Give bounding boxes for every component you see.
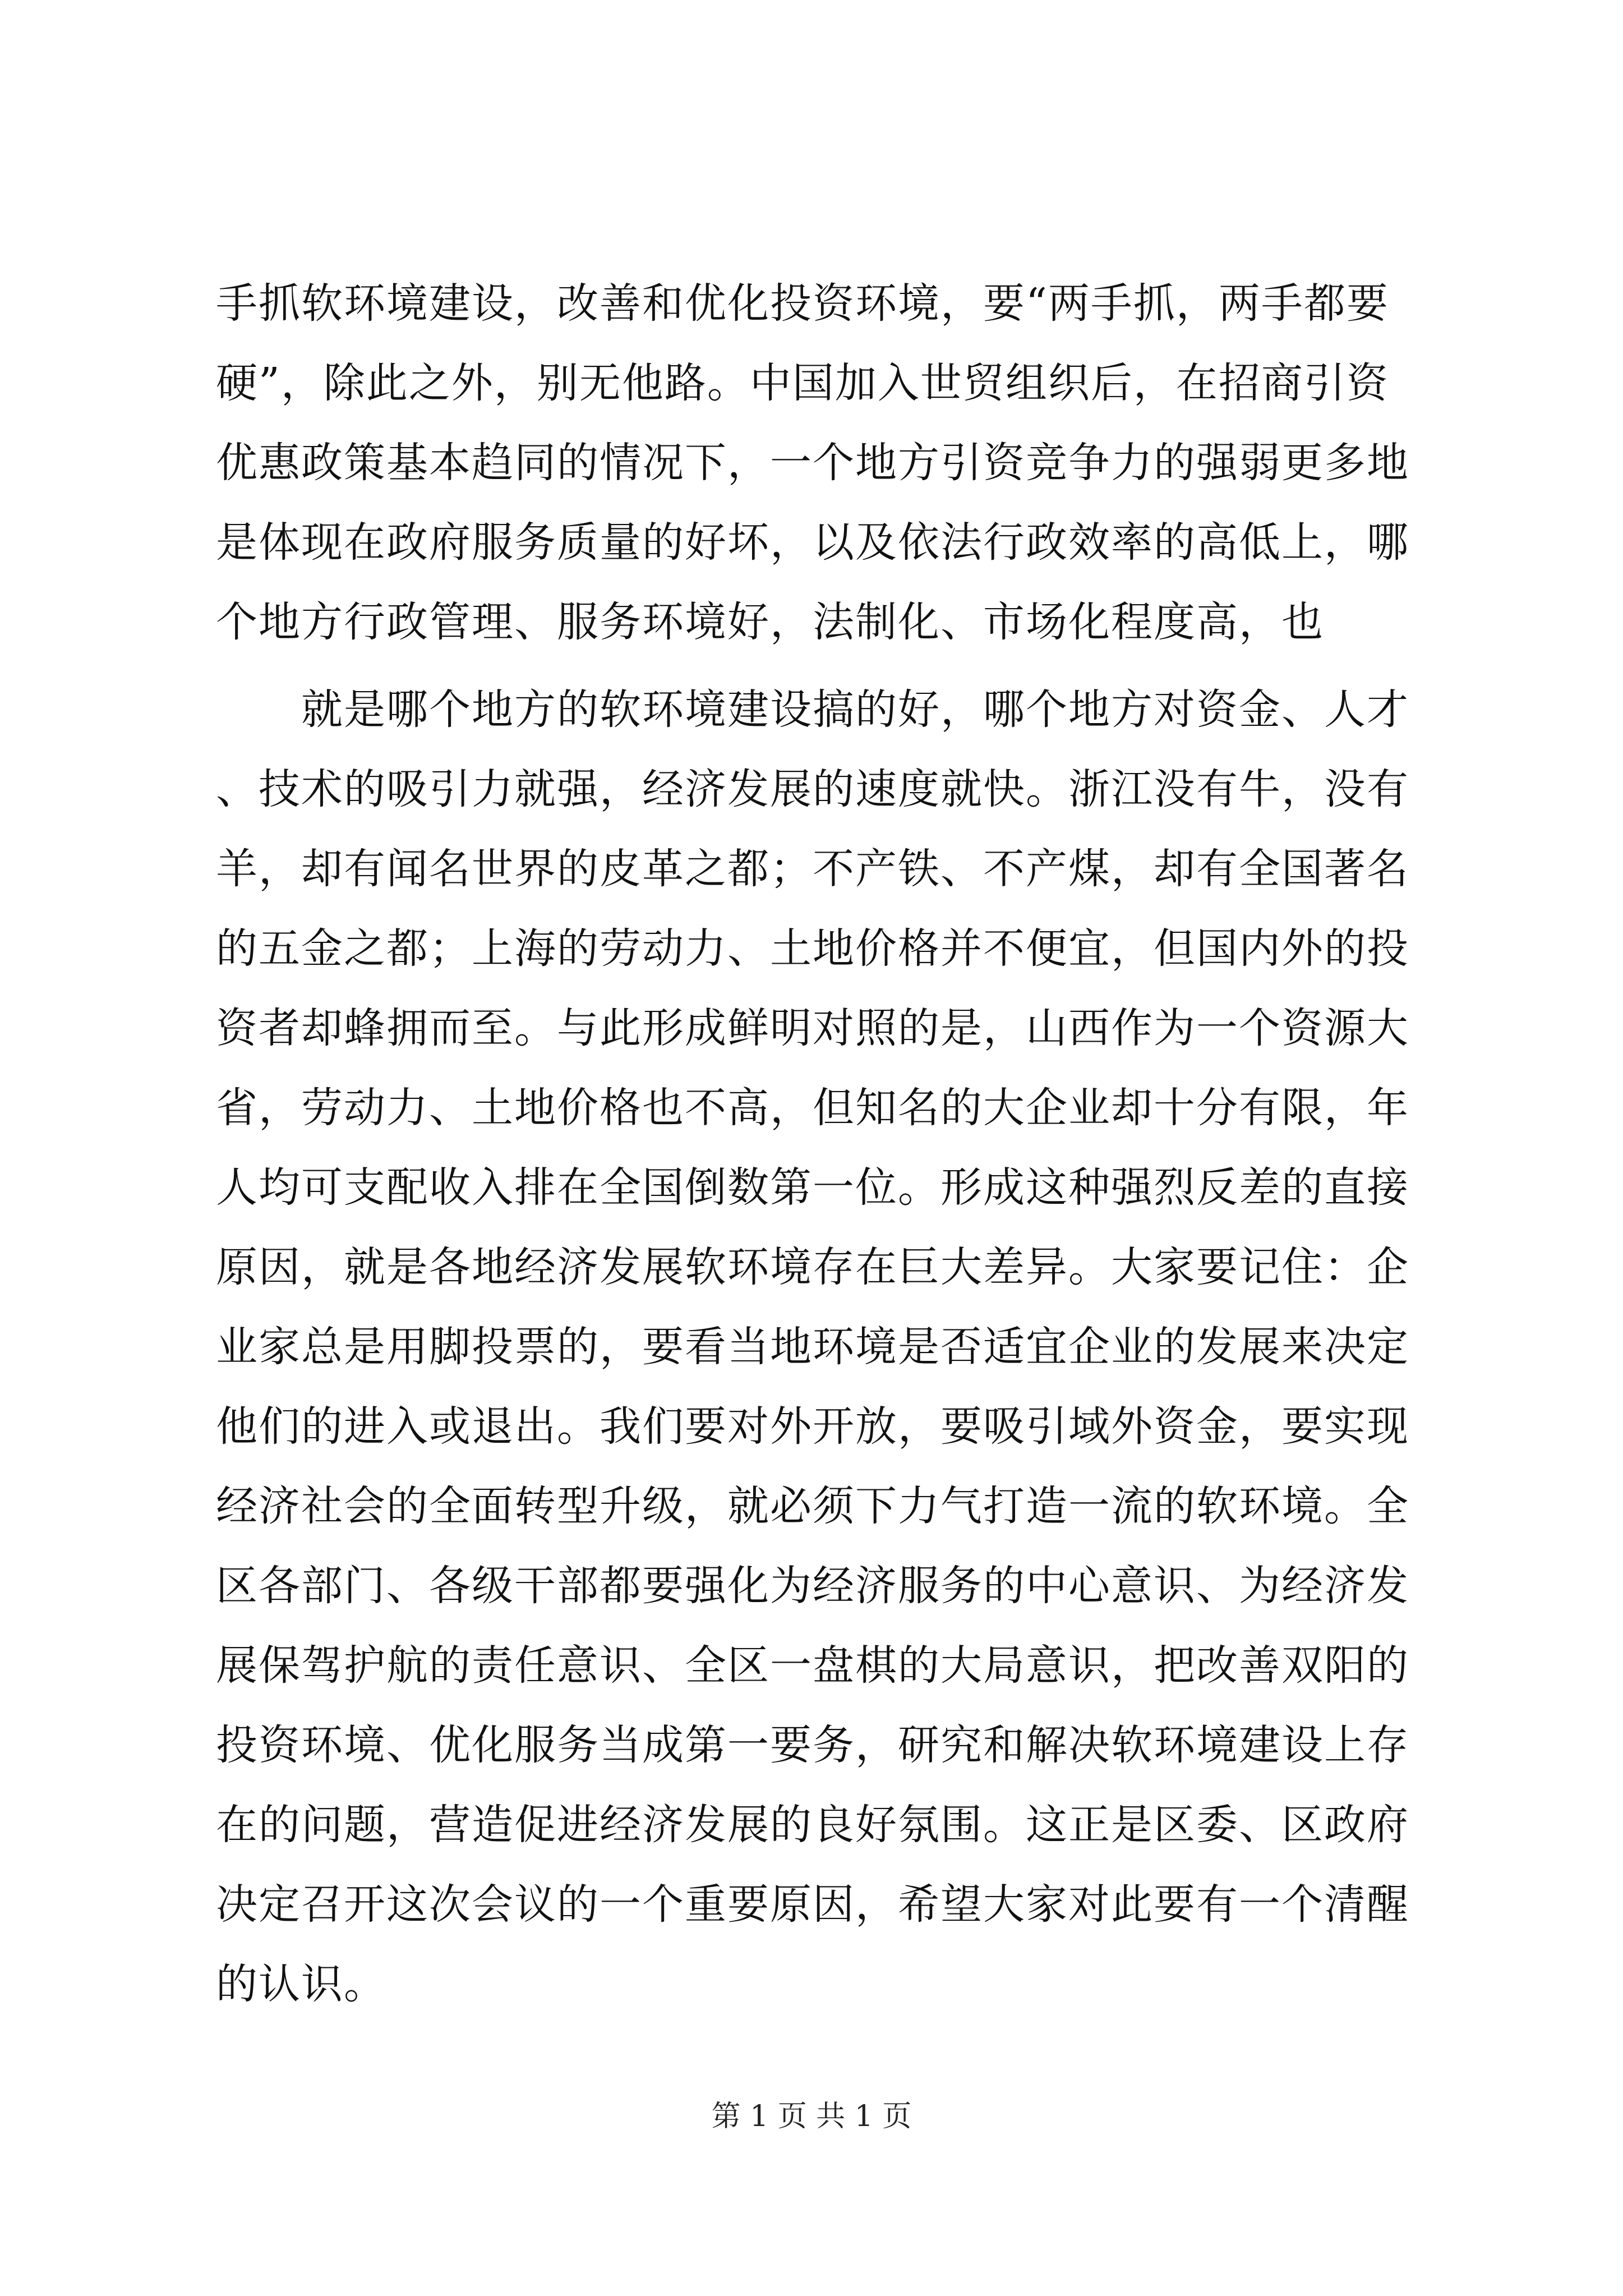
document-body [216, 264, 1427, 2024]
page-number-label: 第 1 页 共 1 页 [711, 2100, 912, 2133]
paragraph-1: 手抓软环境建设，改善和优化投资环境，要“两手抓，两手都要硬”，除此之外，别无他路。中国加入世贸组织后，在招商引资优惠政策基本趋同的情况下，一个地方引资竞争力的强弱更多地是体现在政府服务质量的好坏，以及依法行政效率的高低上，哪个地方行政管理、服务环境好，法制化、市场化程度高，也 [216, 279, 1409, 646]
paragraph-2: 就是哪个地方的软环境建设搞的好，哪个地方对资金、人才、技术的吸引力就强，经济发展的速度就快。浙江没有牛，没有羊，却有闻名世界的皮革之都；不产铁、不产煤，却有全国著名的五金之都；上海的劳动力、土地价格并不便宜，但国内外的投资者却蜂拥而至。与此形成鲜明对照的是，山西作为一个资源大省，劳动力、土地价格也不高，但知名的大企业却十分有限，年人均可支配收入排在全国倒数第一位。形成这种强烈反差的直接原因，就是各地经济发展软环境存在巨大差异。大家要记住：企业家总是用脚投票的，要看当地环境是否适宜企业的发展来决定他们的进入或退出。我们要对外开放，要吸引域外资金，要实现经济社会的全面转型升级，就必须下力气打造一流的软环境。全区各部门、各级干部都要强化为经济服务的中心意识、为经济发展保驾护航的责任意识、全区一盘棋的大局意识，把改善双阳的投资环境、优化服务当成第一要务，研究和解决软环境建设上存在的问题，营造促进经济发展的良好氛围。这正是区委、区政府决定召开这次会议的一个重要原因，希望大家对此要有一个清醒的认识。 [216, 685, 1409, 2008]
page-footer [0, 2097, 1623, 2136]
